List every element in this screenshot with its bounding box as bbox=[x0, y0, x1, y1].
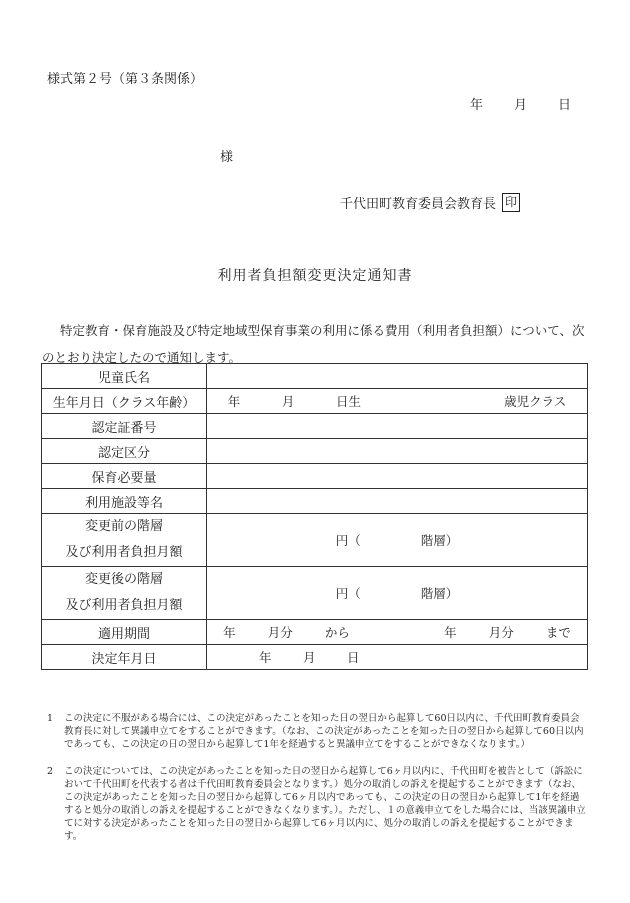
birth-month: 月 bbox=[281, 394, 295, 409]
birth-year: 年 bbox=[227, 394, 241, 409]
row-child-name bbox=[42, 364, 588, 389]
after-tier: 階層） bbox=[420, 586, 459, 601]
seal-mark: 印 bbox=[502, 193, 520, 212]
label-child-name: 児童氏名 bbox=[42, 364, 207, 389]
value-before bbox=[207, 514, 588, 567]
addressee: 様 bbox=[220, 150, 234, 165]
value-facility bbox=[207, 489, 588, 514]
note-1-text: この決定に不服がある場合には、この決定があったことを知った日の翌日から起算して60日以内に、千代田町教育委員会教育長に対して異議申立てをすることができます。（なお、この決定があったことを知った日の翌日から起算して60日以内であっても、この決定の日の翌日から起算して1年を経過すると異議申立てをすることができなくなります。） bbox=[64, 713, 584, 750]
period-year: 年 bbox=[223, 625, 236, 640]
value-child-name bbox=[207, 364, 588, 389]
note-2-text: この決定については、この決定があったことを知った日の翌日から起算して6ヶ月以内に、千代田町を被告として（訴訟において千代田町を代表する者は千代田町教育委員会となります。）処分の取消しの訴えを提起することができます（なお、この決定があったことを知った日の翌日から起算して6ヶ月以内であっても、この決定の日の翌日から起算して1年を経過すると処分の取消しの訴えを提起することができなくなります。）。ただし、１の意義申立てをした場合には、当該異議申立てに対する決定があったことを知った日の翌日から起算して6ヶ月以内に、処分の取消しの訴えを提起することができます。 bbox=[64, 766, 586, 842]
note-1-number: 1 bbox=[47, 713, 54, 724]
note-2 bbox=[47, 765, 587, 843]
value-care-amount bbox=[207, 464, 588, 489]
label-facility: 利用施設等名 bbox=[42, 489, 207, 514]
issuer bbox=[340, 193, 520, 212]
note-1 bbox=[47, 712, 587, 751]
value-cert-number bbox=[207, 414, 588, 439]
dec-year: 年 bbox=[259, 650, 272, 665]
label-care-amount: 保育必要量 bbox=[42, 464, 207, 489]
label-period: 適用期間 bbox=[42, 620, 207, 645]
value-birthdate bbox=[207, 389, 588, 414]
row-after bbox=[42, 567, 588, 620]
period-month-to: 月分 bbox=[488, 625, 514, 640]
note-2-number: 2 bbox=[47, 766, 54, 777]
period-year2: 年 bbox=[444, 625, 457, 640]
value-after bbox=[207, 567, 588, 620]
issue-date bbox=[470, 94, 571, 113]
row-decision-date bbox=[42, 645, 588, 670]
before-tier: 階層） bbox=[420, 533, 459, 548]
label-decision-date: 決定年月日 bbox=[42, 645, 207, 670]
before-yen: 円（ bbox=[335, 533, 361, 548]
row-cert-number bbox=[42, 414, 588, 439]
label-birthdate: 生年月日（クラス年齢） bbox=[42, 389, 207, 414]
row-care-amount bbox=[42, 464, 588, 489]
dec-day: 日 bbox=[347, 650, 360, 665]
label-before-line2: 及び利用者負担月額 bbox=[65, 545, 183, 560]
label-cert-category: 認定区分 bbox=[42, 439, 207, 464]
intro-body: 特定教育・保育施設及び特定地域型保育事業の利用に係る費用（利用者負担額）について、次のとおり決定したので通知します。 bbox=[42, 323, 585, 365]
document-title: 利用者負担額変更決定通知書 bbox=[217, 268, 413, 284]
label-before bbox=[42, 514, 207, 567]
period-to: まで bbox=[545, 625, 571, 640]
after-yen: 円（ bbox=[335, 586, 361, 601]
class-age: 歳児クラス bbox=[504, 394, 567, 409]
date-year: 年 bbox=[470, 98, 484, 113]
value-cert-category bbox=[207, 439, 588, 464]
birth-day: 日生 bbox=[335, 394, 361, 409]
label-after-line2: 及び利用者負担月額 bbox=[65, 598, 183, 613]
form-number: 様式第２号（第３条関係） bbox=[47, 72, 204, 87]
period-from: から bbox=[324, 625, 350, 640]
notes bbox=[47, 712, 587, 857]
label-after bbox=[42, 567, 207, 620]
row-period bbox=[42, 620, 588, 645]
label-after-line1: 変更後の階層 bbox=[84, 572, 163, 587]
row-facility bbox=[42, 489, 588, 514]
row-birthdate bbox=[42, 389, 588, 414]
dec-month: 月 bbox=[303, 650, 316, 665]
label-cert-number: 認定証番号 bbox=[42, 414, 207, 439]
date-day: 日 bbox=[558, 98, 572, 113]
row-cert-category bbox=[42, 439, 588, 464]
value-period bbox=[207, 620, 588, 645]
date-month: 月 bbox=[514, 98, 528, 113]
row-before bbox=[42, 514, 588, 567]
period-month-from: 月分 bbox=[267, 625, 293, 640]
decision-table bbox=[41, 363, 588, 670]
label-before-line1: 変更前の階層 bbox=[84, 519, 163, 534]
value-decision-date bbox=[207, 645, 588, 670]
issuer-name: 千代田町教育委員会教育長 bbox=[340, 197, 497, 212]
